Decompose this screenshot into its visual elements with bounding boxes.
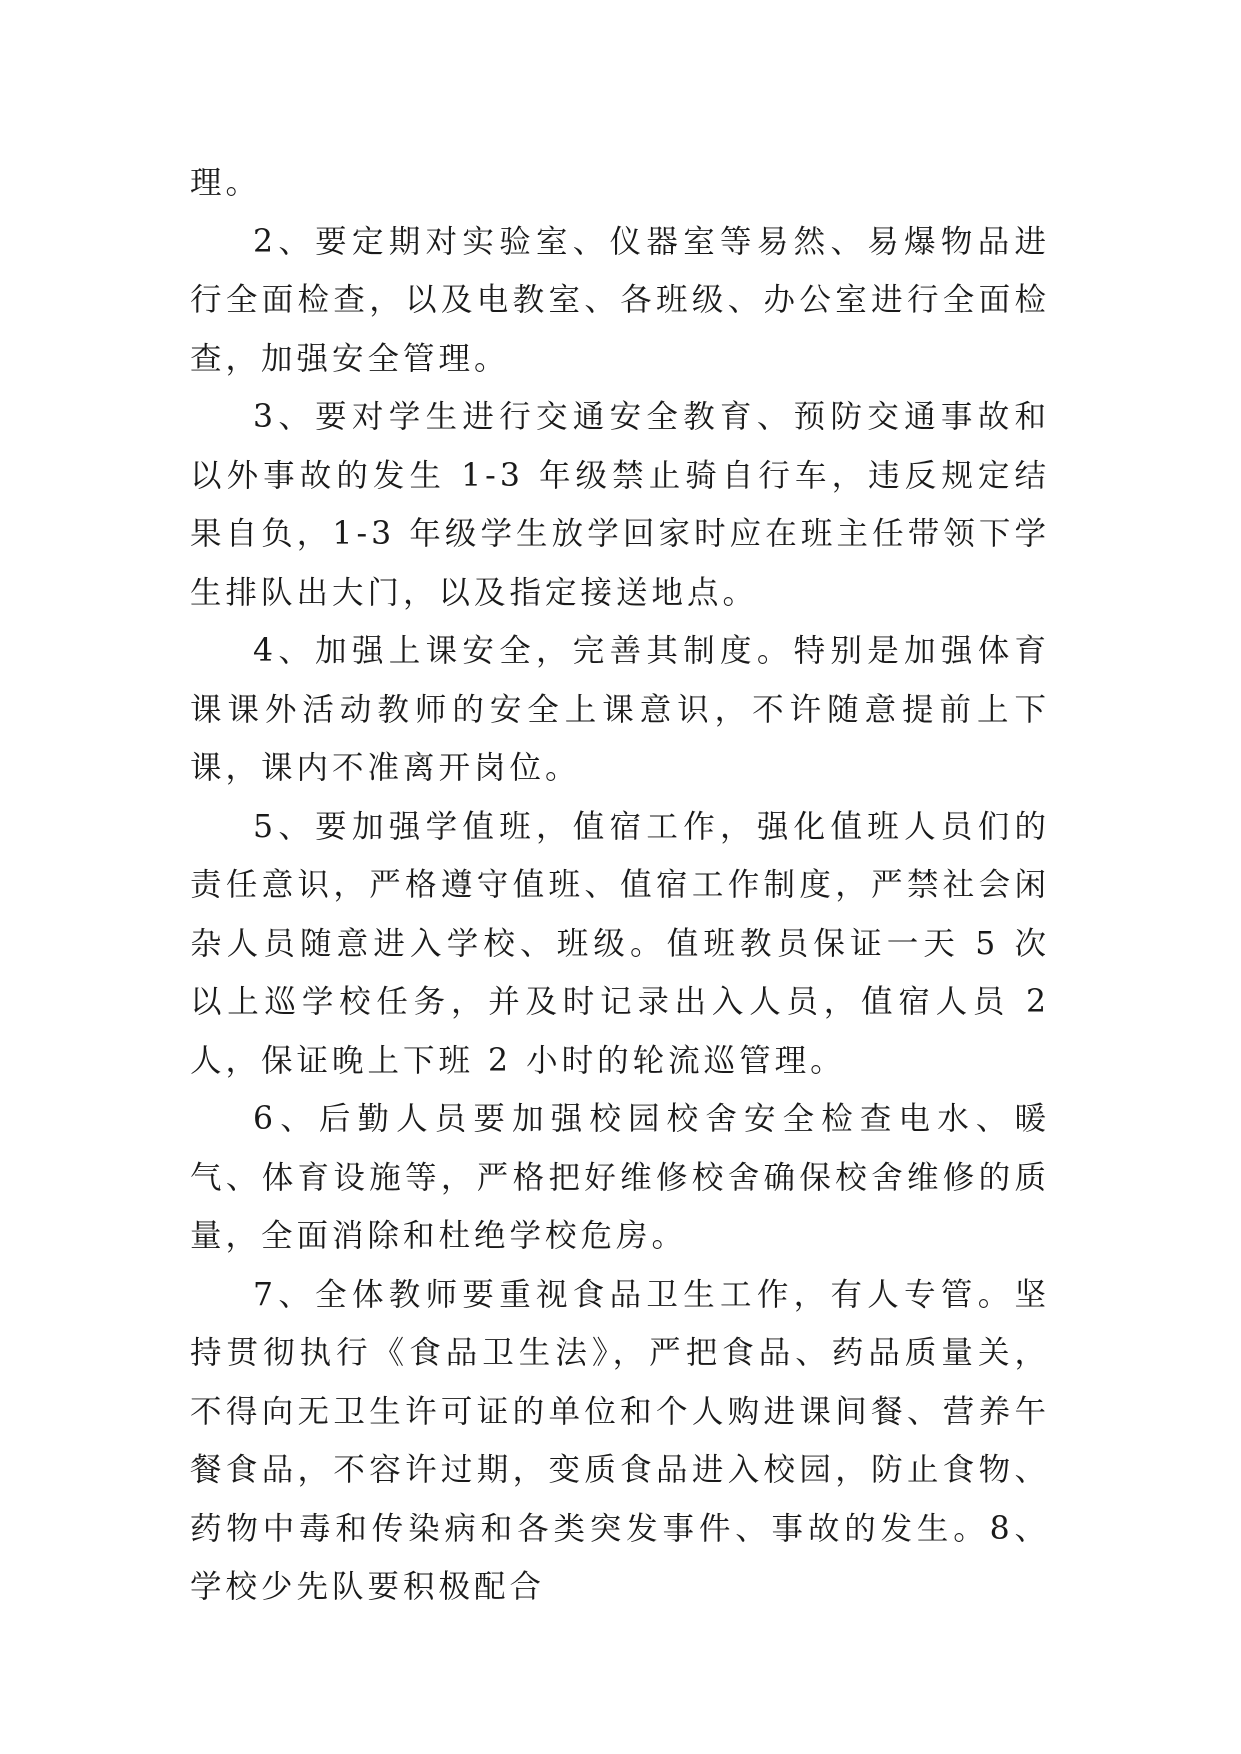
paragraph-item-4: 4、加强上课安全，完善其制度。特别是加强体育课课外活动教师的安全上课意识，不许随意提前上下课，课内不准离开岗位。 <box>190 633 1050 786</box>
paragraph-continuation: 理。 <box>190 165 262 201</box>
paragraph-item-3: 3、要对学生进行交通安全教育、预防交通事故和以外事故的发生 1-3 年级禁止骑自行车，违反规定结果自负，1-3 年级学生放学回家时应在班主任带领下学生排队出大门，以及指定接送地点。 <box>190 399 1050 611</box>
paragraph-item-2: 2、要定期对实验室、仪器室等易然、易爆物品进行全面检查，以及电教室、各班级、办公室进行全面检查，加强安全管理。 <box>190 223 1050 377</box>
paragraph-item-5: 5、要加强学值班，值宿工作，强化值班人员们的责任意识，严格遵守值班、值宿工作制度，严禁社会闲杂人员随意进入学校、班级。值班教员保证一天 5 次以上巡学校任务，并及时记录出入人员，值宿人员 2 人，保证晚上下班 2 小时的轮流巡管理。 <box>190 808 1050 1079</box>
body-text <box>190 154 1050 1617</box>
paragraph-item-6: 6、后勤人员要加强校园校舍安全检查电水、暖气、体育设施等，严格把好维修校舍确保校舍维修的质量，全面消除和杜绝学校危房。 <box>190 1101 1050 1254</box>
paragraph-item-7: 7、全体教师要重视食品卫生工作，有人专管。坚持贯彻执行《食品卫生法》，严把食品、药品质量关，不得向无卫生许可证的单位和个人购进课间餐、营养午餐食品，不容许过期，变质食品进入校园，防止食物、药物中毒和传染病和各类突发事件、事故的发生。8、学校少先队要积极配合 <box>190 1276 1050 1605</box>
